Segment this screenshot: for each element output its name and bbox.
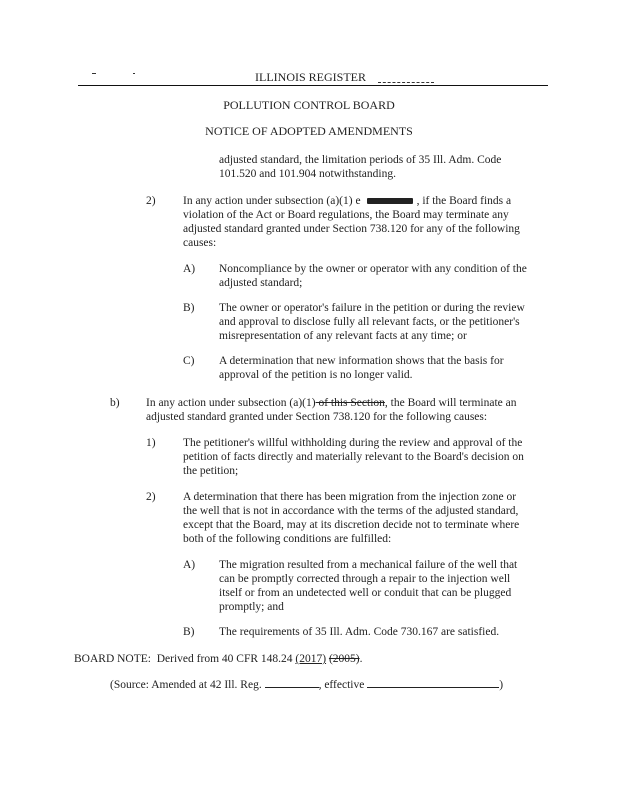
paragraph-line: causes: [183, 237, 217, 249]
source-line [110, 678, 503, 692]
continuation-line: adjusted standard, the limitation periods of 35 Ill. Adm. Code [219, 154, 502, 166]
paragraph-line: the petition; [183, 465, 239, 477]
source-text: , effective [318, 679, 365, 691]
continuation-line: 101.520 and 101.904 notwithstanding. [219, 168, 396, 180]
paragraph-line [183, 194, 511, 208]
item-label: B) [183, 302, 195, 314]
item-label: 2) [146, 491, 156, 503]
paragraph-line: approval of the petition is no longer valid. [219, 369, 413, 381]
text-run: e [355, 195, 361, 207]
paragraph-line: The migration resulted from a mechanical failure of the well that [219, 559, 518, 571]
item-label: A) [183, 559, 196, 571]
paragraph-line: adjusted standard; [219, 277, 303, 289]
effective-date-blank [367, 687, 499, 688]
paragraph-line: the well that is not in accordance with the terms of the adjusted standard, [183, 505, 519, 517]
source-end: ) [499, 679, 504, 691]
paragraph-line: both of the following conditions are fulfilled: [183, 533, 392, 545]
board-note [74, 652, 362, 666]
board-note-text: Derived from 40 CFR 148.24 [156, 653, 293, 665]
added-text: (2017) [295, 653, 327, 665]
paragraph-line: The requirements of 35 Ill. Adm. Code 730.167 are satisfied. [219, 626, 500, 638]
paragraph-line: misrepresentation of any relevant facts at any time; or [219, 330, 467, 342]
register-blank [265, 687, 319, 688]
text-run: , if the Board finds a [416, 195, 512, 207]
paragraph-line: violation of the Act or Board regulations, the Board may terminate any [183, 209, 509, 221]
paragraph-line: itself or from an undetected well or conduit that can be plugged [219, 587, 512, 599]
paragraph-line: and approval to disclose fully all relevant facts, or the petitioner's [219, 316, 520, 328]
header-rule [78, 85, 548, 86]
redaction-blob [367, 198, 413, 204]
text-run: In any action under subsection (a)(1) [146, 397, 316, 409]
paragraph-line: can be promptly corrected through a repair to the injection well [219, 573, 511, 585]
scan-speck [92, 73, 96, 74]
paragraph-line: A determination that new information shows that the basis for [219, 355, 504, 367]
board-note-label: BOARD NOTE: [74, 653, 151, 665]
source-text: (Source: Amended at 42 Ill. Reg. [110, 679, 262, 691]
paragraph-line: The owner or operator's failure in the petition or during the review [219, 302, 525, 314]
text-run: , the Board will terminate an [384, 397, 517, 409]
item-label: b) [110, 397, 120, 409]
paragraph-line: petition of facts directly and materially relevant to the Board's decision on [183, 451, 524, 463]
struck-text: of this Section [315, 397, 385, 409]
item-label: C) [183, 355, 195, 367]
paragraph-line: adjusted standard granted under Section 738.120 for the following causes: [146, 411, 488, 423]
struck-text: (2005) [328, 653, 360, 665]
register-page-blank [378, 82, 434, 83]
item-label: B) [183, 626, 195, 638]
register-title: ILLINOIS REGISTER [255, 70, 366, 84]
paragraph-line: except that the Board, may at its discretion decide not to terminate where [183, 519, 520, 531]
scan-speck [133, 73, 135, 74]
item-number: 2) [146, 195, 156, 207]
paragraph-line: promptly; and [219, 601, 284, 613]
notice-heading: NOTICE OF ADOPTED AMENDMENTS [205, 124, 413, 138]
text-run: In any action under subsection (a)(1) [183, 195, 353, 207]
item-label: 1) [146, 437, 156, 449]
board-heading: POLLUTION CONTROL BOARD [223, 98, 395, 112]
paragraph-line: Noncompliance by the owner or operator with any condition of the [219, 263, 527, 275]
paragraph-line: adjusted standard granted under Section 738.120 for any of the following [183, 223, 520, 235]
paragraph-line [146, 396, 516, 410]
paragraph-line: A determination that there has been migration from the injection zone or [183, 491, 517, 503]
paragraph-line: The petitioner's willful withholding during the review and approval of the [183, 437, 523, 449]
item-label: A) [183, 263, 196, 275]
board-note-end: . [359, 653, 363, 665]
